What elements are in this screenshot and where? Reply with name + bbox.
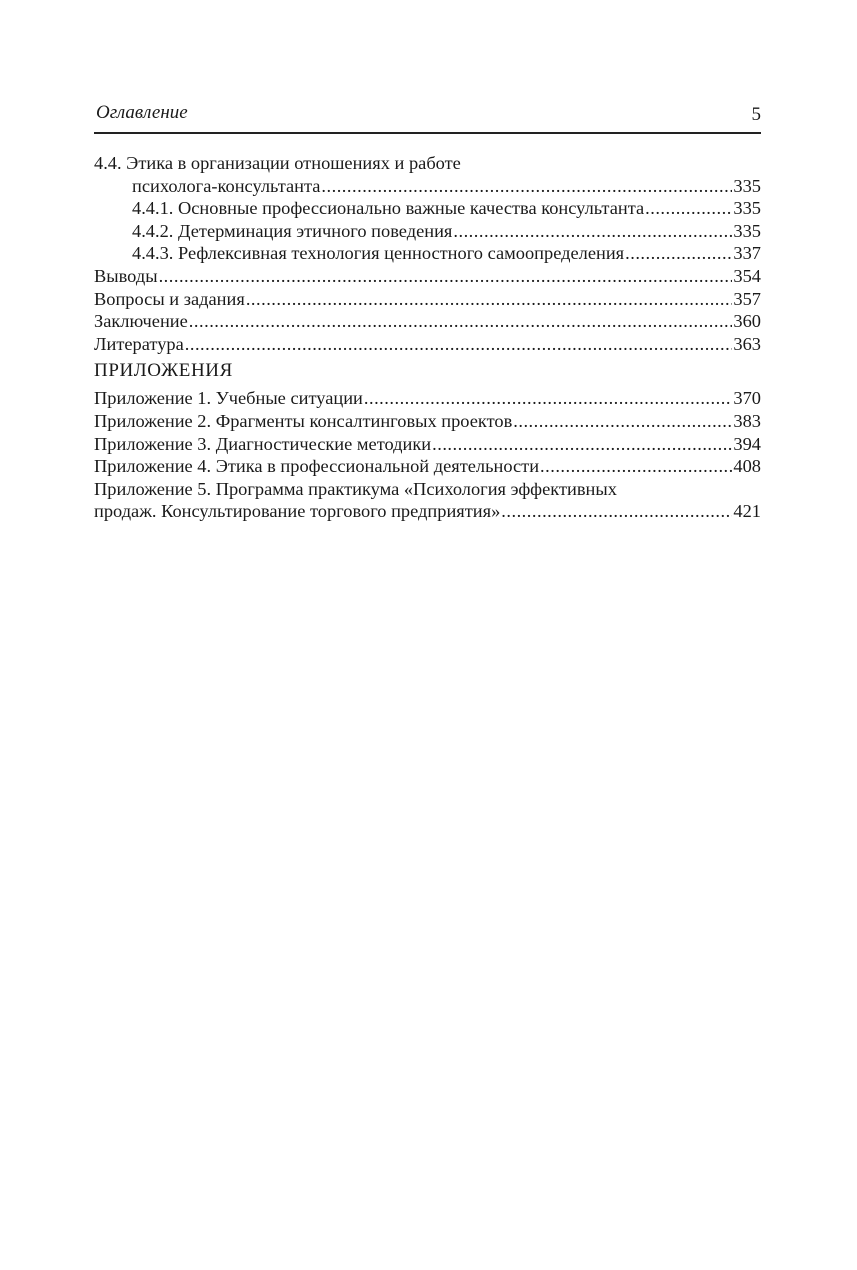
toc-entry-appendix-5[interactable] — [94, 478, 761, 501]
toc-entry-text: Заключение — [94, 311, 188, 332]
running-head-title: Оглавление — [96, 102, 188, 123]
dot-leader — [189, 310, 733, 333]
toc-entry-text: Приложение 4. Этика в профессиональной деятельности — [94, 456, 540, 477]
toc-entry-text: 4.4.2. Детерминация этичного поведения — [132, 220, 453, 241]
toc-entry-text: Приложение 3. Диагностические методики — [94, 433, 432, 454]
dot-leader — [185, 333, 733, 356]
toc-entry-page: 370 — [733, 388, 761, 409]
toc-entry-page: 363 — [733, 333, 761, 354]
toc-entry-4-4-2[interactable] — [94, 220, 761, 243]
toc-entry-appendix-1[interactable] — [94, 387, 761, 410]
toc-entry-text: Вопросы и задания — [94, 288, 245, 309]
toc-entry-page: 394 — [733, 433, 761, 454]
toc-entry-4-4-cont[interactable] — [94, 175, 761, 198]
toc-entry-page: 337 — [733, 243, 761, 264]
dot-leader — [432, 433, 732, 456]
running-head — [94, 100, 761, 134]
dot-leader — [321, 175, 732, 198]
toc-entry-4-4[interactable] — [94, 152, 761, 175]
dot-leader — [540, 455, 732, 478]
toc-entry-appendix-2[interactable] — [94, 410, 761, 433]
toc-entry-appendix-3[interactable] — [94, 433, 761, 456]
toc-entry-4-4-1[interactable] — [94, 197, 761, 220]
dot-leader — [501, 500, 732, 523]
dot-leader — [159, 265, 733, 288]
toc-entry-text: Приложение 5. Программа практикума «Психология эффективных — [94, 478, 617, 499]
page-number: 5 — [751, 104, 761, 125]
toc-entry-text: 4.4.3. Рефлексивная технология ценностного самоопределения — [132, 243, 625, 264]
toc-entry-page: 357 — [733, 288, 761, 309]
toc-entry-text: 4.4.1. Основные профессионально важные качества консультанта — [132, 198, 645, 219]
toc-entry-text: Приложение 1. Учебные ситуации — [94, 388, 363, 409]
appendix-heading: ПРИЛОЖЕНИЯ — [94, 360, 233, 382]
toc-entry-page: 354 — [733, 265, 761, 286]
toc-entry-text: Выводы — [94, 265, 158, 286]
dot-leader — [453, 220, 732, 243]
dot-leader — [364, 387, 733, 410]
toc-entry-page: 408 — [733, 456, 761, 477]
dot-leader — [513, 410, 732, 433]
toc-entry-text: психолога-консультанта — [132, 175, 321, 196]
toc-entry-page: 360 — [733, 311, 761, 332]
toc-entry-conclusions[interactable] — [94, 265, 761, 288]
toc-entry-afterword[interactable] — [94, 310, 761, 333]
toc-entry-page: 383 — [733, 410, 761, 431]
dot-leader — [625, 242, 732, 265]
toc-entry-questions[interactable] — [94, 288, 761, 311]
toc-entry-4-4-3[interactable] — [94, 242, 761, 265]
table-of-contents — [94, 152, 761, 523]
toc-entry-text: 4.4. Этика в организации отношениях и работе — [94, 153, 461, 173]
dot-leader — [645, 197, 732, 220]
toc-entry-text: продаж. Консультирование торгового предприятия» — [94, 501, 501, 522]
toc-entry-text: Приложение 2. Фрагменты консалтинговых проектов — [94, 410, 513, 431]
toc-entry-appendix-4[interactable] — [94, 455, 761, 478]
toc-entry-page: 335 — [733, 220, 761, 241]
toc-entry-page: 335 — [733, 175, 761, 196]
dot-leader — [246, 288, 733, 311]
toc-entry-page: 335 — [733, 198, 761, 219]
toc-entry-appendix-5-cont[interactable] — [94, 500, 761, 523]
toc-entry-page: 421 — [733, 501, 761, 522]
toc-entry-literature[interactable] — [94, 333, 761, 356]
toc-entry-text: Литература — [94, 333, 184, 354]
